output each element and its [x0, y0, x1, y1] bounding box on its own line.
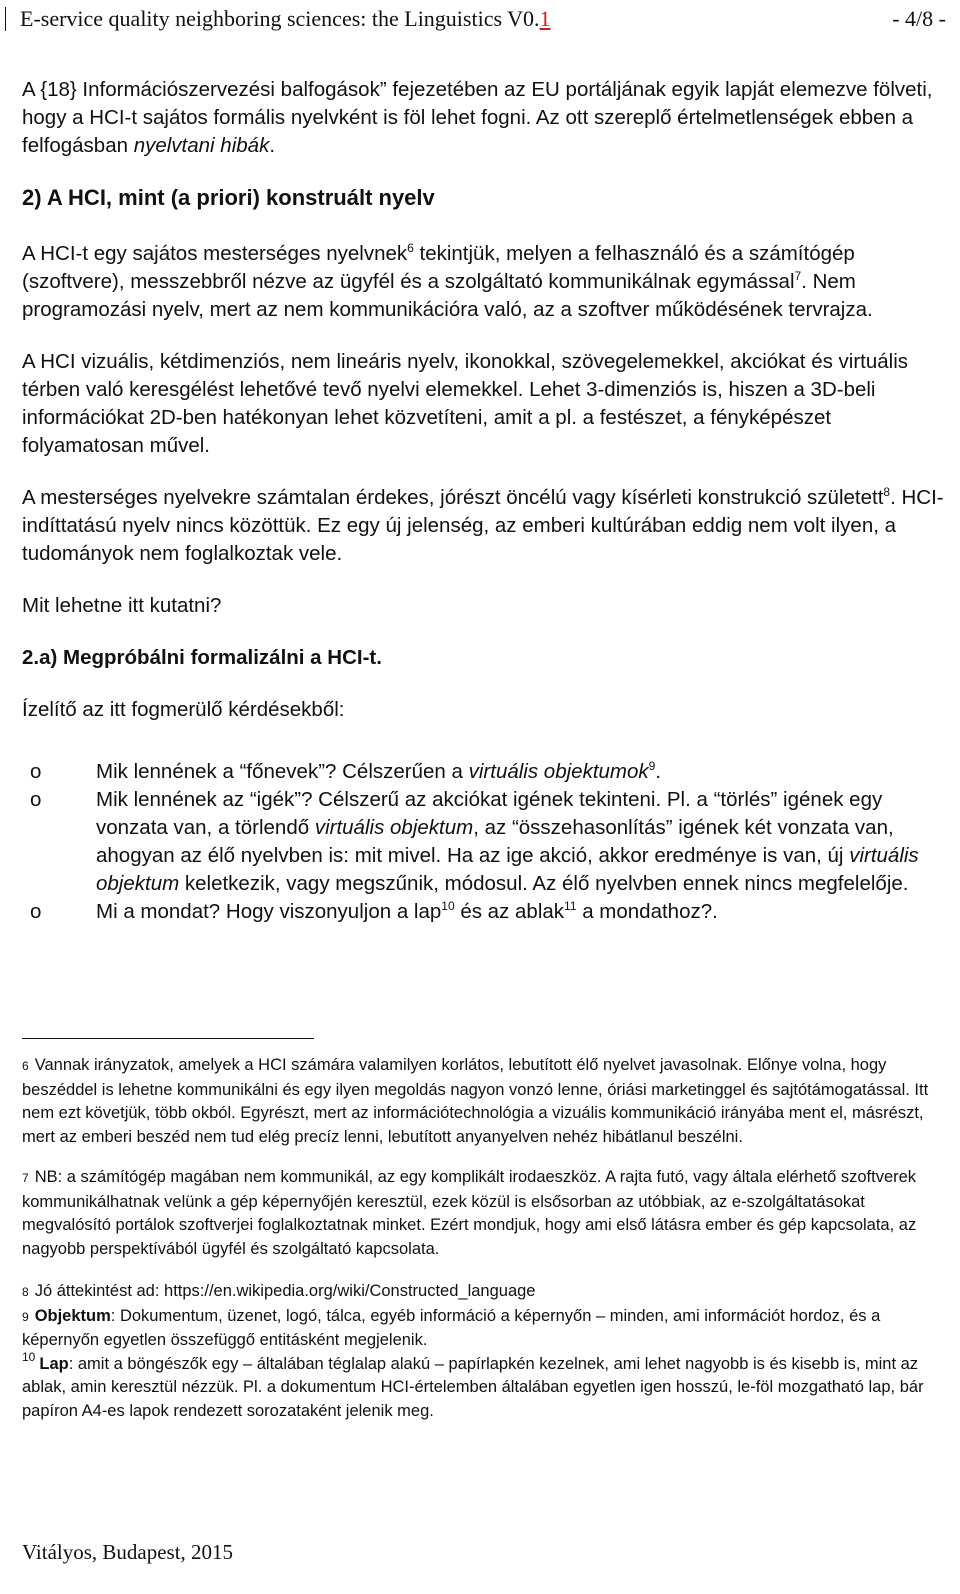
emphasis: virtuális objektumok: [468, 760, 649, 783]
header-title: [20, 6, 551, 32]
text: Mi a mondat? Hogy viszonyuljon a lap: [96, 900, 442, 923]
header-left-rule: [5, 7, 6, 31]
footnote-number: 10: [22, 1349, 36, 1364]
text: Mik lennének az “igék”? Célszerű az akciókat igének tekinteni. Pl. a “törlés” igének egy vonzata van, a törlendő: [96, 788, 883, 839]
subsection-heading: 2.a) Megpróbálni formalizálni a HCI-t.: [22, 646, 382, 669]
footnotes: [22, 1054, 940, 1423]
footnote-10: [22, 1349, 940, 1424]
text: A HCI-t egy sajátos mesterséges nyelvnek: [22, 242, 408, 265]
paragraph-hci-language: [22, 240, 947, 324]
text: A mesterséges nyelvekre számtalan érdekes, jórészt öncélú vagy kísérleti konstrukció született: [22, 486, 884, 509]
paragraph-intro: [22, 76, 947, 160]
bullet-icon: o: [30, 788, 42, 811]
text: és az ablak: [454, 900, 565, 923]
header-version-link[interactable]: 1: [539, 6, 551, 31]
footnote-ref-10[interactable]: 10: [441, 899, 455, 913]
list-item: [22, 786, 947, 898]
bullet-icon: o: [30, 760, 42, 783]
footnote-number: 7: [22, 1171, 29, 1185]
header-title-text: E-service quality neighboring sciences: the Linguistics V0.: [20, 6, 540, 31]
footnote-ref-9[interactable]: 9: [648, 759, 656, 773]
footnote-text: : amit a böngészők egy – általában téglalap alakú – papírlapkén kezelnek, ami lehet nagyobb is és kisebb is, mint az ablak, amin keresztül nézzük. Pl. a dokumentum HCI-értelemben általában egyetlen igen hosszú, le-föl mozgatható lap, bár papíron A4-es lapok rendezett sorozataként jelenik meg.: [22, 1354, 924, 1420]
text: a mondathoz?.: [576, 900, 718, 923]
text: A {18} Információszervezési balfogások” fejezetében az EU portáljának egyik lapját elemezve fölveti, hogy a HCI-t sajátos formális nyelvként is föl lehet fogni. Az ott szereplő értelmetlenségek ebben a felfogásban: [22, 78, 933, 157]
footnote-term: Lap: [39, 1354, 69, 1373]
footnote-text: : Dokumentum, üzenet, logó, tálca, egyéb információ a képernyőn – minden, ami információt hordoz, és a képernyőn egyetlen összefüggő entitásként megjelenik.: [22, 1306, 881, 1349]
footnote-7: [22, 1166, 940, 1261]
bullet-icon: o: [30, 900, 42, 923]
footnote-ref-11[interactable]: 11: [564, 899, 577, 913]
text: , az “összehasonlítás” igének két vonzata van, ahogyan az élő nyelvben is: mit mivel. Ha az ige akció, akkor eredménye is van, új: [96, 816, 894, 867]
text: . Nem programozási nyelv, mert az nem kommunikációra való, az a szoftver működésének tervrajza.: [22, 270, 873, 321]
emphasis: virtuális objektum: [96, 844, 919, 895]
page-header: [0, 0, 960, 40]
paragraph-preview: Ízelítő az itt fogmerülő kérdésekből:: [22, 698, 345, 721]
question-list: [22, 758, 947, 926]
list-item: [22, 758, 947, 786]
footnote-ref-6[interactable]: 6: [407, 241, 414, 255]
footnote-text: Jó áttekintést ad: https://en.wikipedia.org/wiki/Constructed_language: [34, 1282, 536, 1300]
footnote-number: 9: [22, 1309, 29, 1324]
emphasis: virtuális objektum: [314, 816, 474, 839]
page-footer: Vitályos, Budapest, 2015: [22, 1540, 234, 1564]
page-body: [22, 76, 947, 926]
footnote-ref-7[interactable]: 7: [794, 269, 802, 283]
text: .: [655, 760, 662, 783]
page-number: - 4/8 -: [892, 6, 946, 31]
text: keletkezik, vagy megszűnik, módosul. Az élő nyelvben ennek nincs megfelelője.: [179, 872, 909, 895]
text: tekintjük, melyen a felhasználó és a számítógép (szoftvere), messzebbről nézve az ügyfél és a szolgáltató kommunikálnak egymással: [22, 242, 855, 293]
footnote-text: Vannak irányzatok, amelyek a HCI számára valamilyen korlátos, lebutított élő nyelvet javasolnak. Előnye volna, hogy beszéddel is lehetne kommunikálni és egy ilyen megoldás nagyon vonzó lenne, óriási marketinggel és sajtótámogatással. Itt nem ezt követjük, több okból. Egyrészt, mert az információtechnológia a vizuális kommunikáció irányába ment el, másrészt, mert az emberi beszéd nem tud elég precíz lenni, lebutított anyanyelven nehéz hibátlanul beszélni.: [22, 1056, 929, 1146]
footnote-ref-8[interactable]: 8: [883, 485, 891, 499]
section-heading: 2) A HCI, mint (a priori) konstruált nyelv: [22, 185, 435, 210]
paragraph-question: Mit lehetne itt kutatni?: [22, 594, 222, 617]
footnote-number: 8: [22, 1285, 29, 1299]
paragraph-constructed-languages: [22, 484, 947, 568]
footnote-8: [22, 1280, 940, 1305]
paragraph-visual-language: A HCI vizuális, kétdimenziós, nem lineáris nyelv, ikonokkal, szövegelemekkel, akciókat és virtuális térben való keresgélést lehetővé tevő nyelvi elemekkel. Lehet 3-dimenziós is, hiszen a 3D-beli információkat 2D-ben hatékonyan lehet közvetíteni, amit a pl. a festészet, a fényképészet folyamatosan művel.: [22, 350, 909, 457]
text: . HCI-indíttatású nyelv nincs közöttük. Ez egy új jelenség, az emberi kultúrában eddig nem volt ilyen, a tudományok nem foglalkoztak vele.: [22, 486, 944, 565]
footnote-divider: [22, 1038, 314, 1039]
text: .: [269, 134, 276, 157]
footnote-text: NB: a számítógép magában nem kommunikál, az egy komplikált irodaeszköz. A rajta futó, vagy általa elérhető szoftverek kommunikálhatnak velünk a gép képernyőjén keresztül, ezek közül is elsősorban az utóbbiak, az e-szolgáltatásokat megvalósító portálok szoftverjei foglalkoztatnak minket. Ezért mondjuk, hogy ami első látásra ember és gép kapcsolata, az nagyobb perspektívából ügyfél és szolgáltató kapcsolata.: [22, 1168, 917, 1258]
list-item: [22, 898, 947, 926]
footnote-number: 6: [22, 1059, 29, 1073]
footnote-6: [22, 1054, 940, 1149]
footnote-term: Objektum: [34, 1306, 111, 1325]
emphasis: nyelvtani hibák: [133, 134, 270, 157]
footnote-9: [22, 1305, 940, 1353]
text: Mik lennének a “főnevek”? Célszerűen a: [96, 760, 469, 783]
